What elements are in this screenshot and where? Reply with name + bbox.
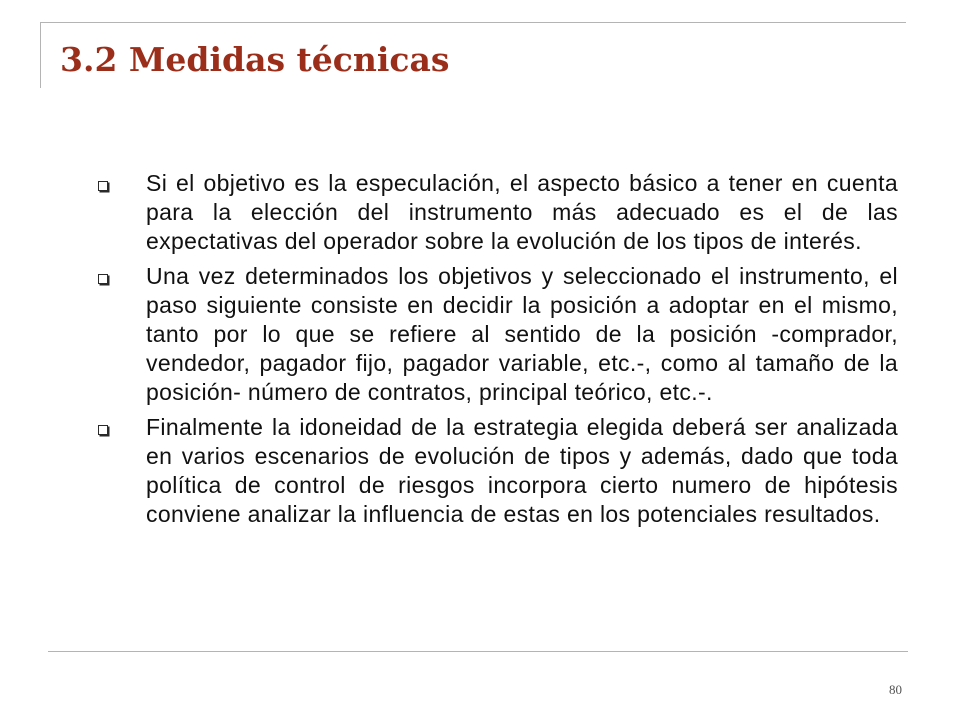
bullet-item <box>98 413 898 529</box>
bullet-text: Una vez determinados los objetivos y seleccionado el instrumento, el paso siguiente consiste en decidir la posición a adoptar en el mismo, tanto por lo que se refiere al sentido de la posición -comprador, vendedor, pagador fijo, pagador variable, etc.-, como al tamaño de la posición- número de contratos, principal teórico, etc.-. <box>146 263 898 405</box>
page-number: 80 <box>889 682 902 697</box>
bullet-text: Finalmente la idoneidad de la estrategia elegida deberá ser analizada en varios escenarios de evolución de tipos y además, dado que toda política de control de riesgos incorpora cierto numero de hipótesis conviene analizar la influencia de estas en los potenciales resultados. <box>146 414 898 527</box>
title-frame-top-rule <box>40 22 906 23</box>
title-frame-left-rule <box>40 22 41 88</box>
bullet-item <box>98 169 898 256</box>
bullet-item <box>98 262 898 407</box>
hollow-square-bullet-icon <box>98 274 108 284</box>
hollow-square-bullet-icon <box>98 181 108 191</box>
slide-title: 3.2 Medidas técnicas <box>60 40 450 79</box>
bullet-text: Si el objetivo es la especulación, el aspecto básico a tener en cuenta para la elección del instrumento más adecuado es el de las expectativas del operador sobre la evolución de los tipos de interés. <box>146 170 898 254</box>
bullet-list <box>98 169 898 535</box>
footer-rule <box>48 651 908 652</box>
hollow-square-bullet-icon <box>98 425 108 435</box>
